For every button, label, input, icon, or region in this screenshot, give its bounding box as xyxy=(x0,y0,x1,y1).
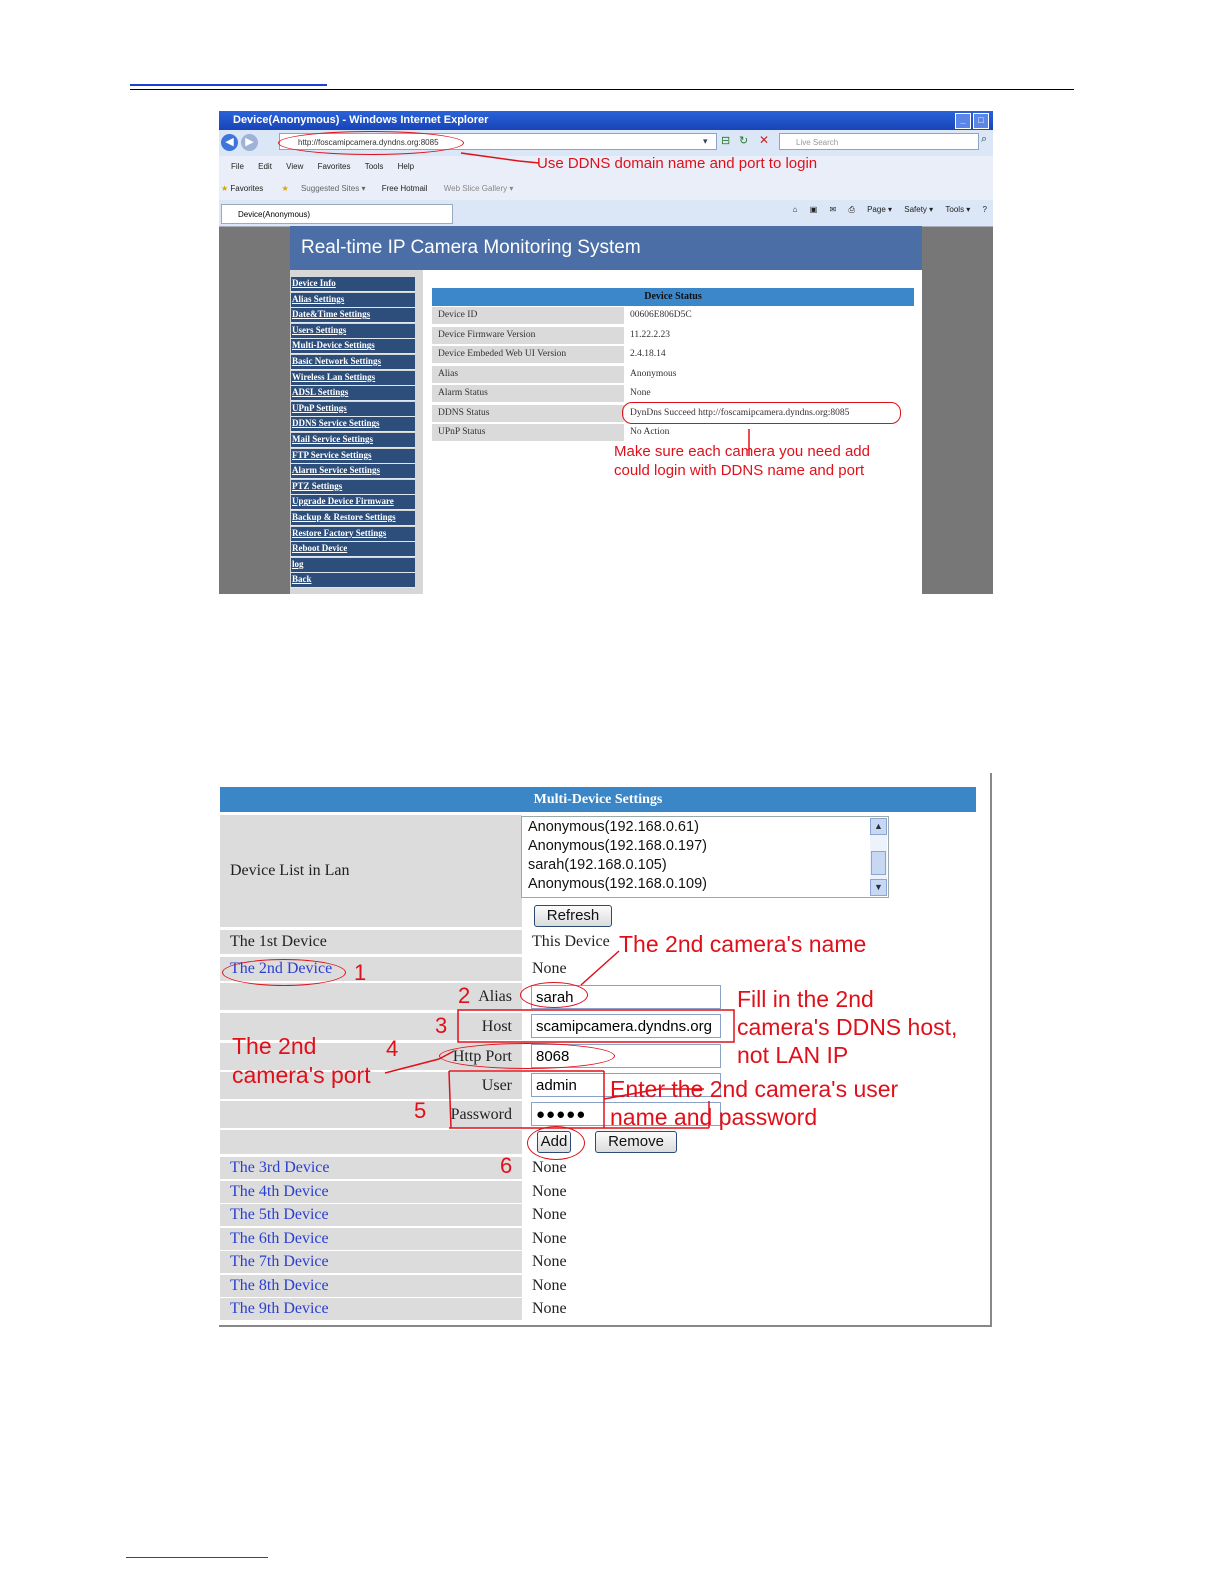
name-note: The 2nd camera's name xyxy=(619,931,867,957)
user-label: User xyxy=(220,1072,522,1099)
status-row-label: DDNS Status xyxy=(432,405,624,422)
favorites-star-icon: ★ xyxy=(221,184,229,193)
device-link[interactable]: The 4th Device xyxy=(220,1181,522,1203)
cmd-safety[interactable]: Safety ▾ xyxy=(904,205,934,214)
forward-icon[interactable]: ▶ xyxy=(241,134,258,151)
add-button[interactable]: Add xyxy=(537,1131,571,1153)
annotation-lines-top xyxy=(219,111,993,594)
favorites-button[interactable]: Favorites xyxy=(230,184,264,193)
compat-icon[interactable]: ⊟ xyxy=(721,135,731,147)
step-number-5: 5 xyxy=(414,1098,427,1123)
status-row-label: Alarm Status xyxy=(432,385,624,402)
add-oval xyxy=(527,1126,585,1160)
back-icon[interactable]: ◀ xyxy=(221,134,238,151)
status-row-label: Device Embeded Web UI Version xyxy=(432,346,624,363)
camera-menu-label: FTP Service Settings xyxy=(292,449,372,460)
step-number-3: 3 xyxy=(435,1013,448,1038)
device-value: None xyxy=(532,1206,567,1223)
search-input[interactable]: Live Search xyxy=(779,133,979,150)
step-number-1: 1 xyxy=(354,960,367,985)
camera-menu-label: Alias Settings xyxy=(292,293,345,304)
footer-link-underline xyxy=(126,1557,268,1558)
cmd-tools[interactable]: Tools ▾ xyxy=(945,205,971,214)
http-port-input[interactable]: 8068 xyxy=(531,1044,721,1068)
menu-view[interactable]: View xyxy=(286,162,304,171)
status-row-value: No Action xyxy=(630,427,670,437)
menu-help[interactable]: Help xyxy=(397,162,415,171)
host-note-1: Fill in the 2nd xyxy=(737,986,874,1012)
host-note-2: camera's DDNS host, xyxy=(737,1014,958,1040)
device-link[interactable]: The 7th Device xyxy=(220,1251,522,1273)
camera-menu-label: UPnP Settings xyxy=(292,402,347,413)
menu-edit[interactable]: Edit xyxy=(258,162,272,171)
user-input[interactable]: admin xyxy=(531,1073,721,1097)
status-row-value: DynDns Succeed http://foscamipcamera.dyndns.org:8085 xyxy=(630,407,850,418)
feeds-icon[interactable]: ▣ xyxy=(809,205,818,214)
maximize-icon[interactable]: □ xyxy=(973,113,989,129)
http-port-label: Http Port xyxy=(220,1043,522,1070)
user-note-1: Enter the 2nd camera's user xyxy=(610,1076,899,1102)
scroll-up-icon[interactable]: ▲ xyxy=(870,818,887,835)
home-icon[interactable]: ⌂ xyxy=(792,205,798,214)
second-device-oval xyxy=(222,959,346,986)
alias-oval xyxy=(520,982,588,1008)
camera-menu-label: Alarm Service Settings xyxy=(292,465,380,476)
second-device-link[interactable]: The 2nd Device xyxy=(220,957,522,981)
menu-favorites[interactable]: Favorites xyxy=(317,162,351,171)
add-favorite-icon[interactable]: ★ xyxy=(281,184,289,193)
step-number-2: 2 xyxy=(458,983,471,1008)
status-row-value: None xyxy=(630,388,651,398)
camera-menu-label: Wireless Lan Settings xyxy=(292,371,376,382)
help-icon[interactable]: ? xyxy=(982,205,987,214)
header-rule xyxy=(130,89,1074,90)
port-note-1: The 2nd xyxy=(232,1033,317,1059)
status-row-label: UPnP Status xyxy=(432,424,624,441)
remove-button[interactable]: Remove xyxy=(595,1131,677,1153)
device-list-item[interactable]: Anonymous(192.168.0.109) xyxy=(528,876,707,892)
camera-menu-label: Back xyxy=(292,574,312,585)
device-link[interactable]: The 3rd Device xyxy=(220,1157,522,1179)
ie-title-text: Device(Anonymous) - Windows Internet Explorer xyxy=(233,114,489,126)
device-value: None xyxy=(532,1182,567,1200)
refresh-icon[interactable]: ↻ xyxy=(739,135,749,147)
hotmail-link[interactable]: Free Hotmail xyxy=(381,184,428,193)
camera-menu-label: DDNS Service Settings xyxy=(292,418,380,429)
tab-current[interactable]: Device(Anonymous) xyxy=(221,204,453,224)
header-link-underline xyxy=(130,84,327,86)
device-link[interactable]: The 5th Device xyxy=(220,1204,522,1226)
device-value: None xyxy=(532,1276,567,1294)
http-port-oval xyxy=(439,1043,615,1069)
suggested-sites[interactable]: Suggested Sites ▾ xyxy=(300,184,366,193)
password-input[interactable]: ●●●●● xyxy=(531,1102,721,1126)
user-note-2: name and password xyxy=(610,1104,818,1130)
multi-device-screenshot xyxy=(219,773,992,1327)
camera-menu-label: PTZ Settings xyxy=(292,480,343,491)
host-input[interactable]: scamipcamera.dyndns.org xyxy=(531,1014,721,1038)
host-note-3: not LAN IP xyxy=(737,1042,849,1068)
device-link[interactable]: The 8th Device xyxy=(220,1275,522,1297)
ie-window-screenshot xyxy=(219,111,993,594)
camera-menu-label: Reboot Device xyxy=(292,543,348,554)
device-value: None xyxy=(532,1253,567,1270)
status-row-value: 00606E806D5C xyxy=(630,310,692,320)
status-row-label: Device Firmware Version xyxy=(432,327,624,344)
camera-menu-label: ADSL Settings xyxy=(292,387,349,398)
device-link[interactable]: The 6th Device xyxy=(220,1228,522,1250)
multi-device-title: Multi-Device Settings xyxy=(220,787,976,812)
login-note: Use DDNS domain name and port to login xyxy=(537,155,818,172)
dropdown-icon[interactable]: ▾ xyxy=(703,136,708,146)
status-row-label: Alias xyxy=(432,366,624,383)
step-number-6: 6 xyxy=(500,1153,513,1178)
alias-input[interactable]: sarah xyxy=(531,985,721,1009)
device-value: None xyxy=(532,1229,567,1247)
menu-file[interactable]: File xyxy=(231,162,244,171)
host-label: Host xyxy=(220,1013,522,1040)
device-list-item[interactable]: Anonymous(192.168.0.61) xyxy=(528,819,699,835)
search-icon[interactable]: ⌕ xyxy=(981,133,988,145)
status-row-value: 11.22.2.23 xyxy=(630,329,671,340)
ddns-note-line-1: Make sure each camera you need add xyxy=(614,443,870,460)
step-number-4: 4 xyxy=(386,1036,399,1061)
first-device-value: This Device xyxy=(532,933,610,950)
stop-icon[interactable]: ✕ xyxy=(759,133,770,147)
web-slice-gallery[interactable]: Web Slice Gallery ▾ xyxy=(443,184,514,193)
device-status-title: Device Status xyxy=(432,288,914,306)
device-value: None xyxy=(532,1300,567,1317)
ddns-note-line-2: could login with DDNS name and port xyxy=(614,462,865,479)
scroll-down-icon[interactable]: ▼ xyxy=(870,879,887,896)
password-label: Password xyxy=(220,1101,522,1128)
second-device-value: None xyxy=(532,960,567,977)
ddns-status-highlight xyxy=(622,402,901,424)
camera-menu-label: Users Settings xyxy=(292,324,347,335)
camera-menu-label: Multi-Device Settings xyxy=(292,340,375,351)
first-device-label: The 1st Device xyxy=(220,930,522,954)
camera-menu-label: Date&Time Settings xyxy=(292,309,371,320)
device-link[interactable]: The 9th Device xyxy=(220,1298,522,1320)
device-list-label: Device List in Lan xyxy=(220,815,522,927)
minimize-icon[interactable]: _ xyxy=(955,113,971,129)
status-row-value: Anonymous xyxy=(630,368,677,379)
camera-page-title: Real-time IP Camera Monitoring System xyxy=(301,237,641,258)
status-row-label: Device ID xyxy=(432,307,624,324)
url-input[interactable]: http://foscamipcamera.dyndns.org:8085 xyxy=(279,133,717,150)
read-mail-icon[interactable]: ✉ xyxy=(829,205,837,214)
refresh-button[interactable]: Refresh xyxy=(534,905,612,927)
device-list-item[interactable]: sarah(192.168.0.105) xyxy=(528,857,667,873)
camera-menu-label: Mail Service Settings xyxy=(292,434,373,444)
menu-tools[interactable]: Tools xyxy=(364,162,384,171)
camera-menu-label: Upgrade Device Firmware xyxy=(292,496,394,507)
alias-label: Alias xyxy=(220,983,522,1010)
port-note-2: camera's port xyxy=(232,1062,371,1088)
camera-menu-label: log xyxy=(292,558,304,569)
device-list-item[interactable]: Anonymous(192.168.0.197) xyxy=(528,838,707,854)
camera-menu-label: Restore Factory Settings xyxy=(292,527,387,538)
camera-menu-label: Device Info xyxy=(292,278,336,288)
camera-menu-label: Backup & Restore Settings xyxy=(292,512,396,522)
device-value: None xyxy=(532,1159,567,1176)
cmd-page[interactable]: Page ▾ xyxy=(867,205,892,214)
print-icon[interactable]: ⎙ xyxy=(848,205,855,214)
status-row-value: 2.4.18.14 xyxy=(630,349,666,359)
camera-menu-label: Basic Network Settings xyxy=(292,356,381,366)
